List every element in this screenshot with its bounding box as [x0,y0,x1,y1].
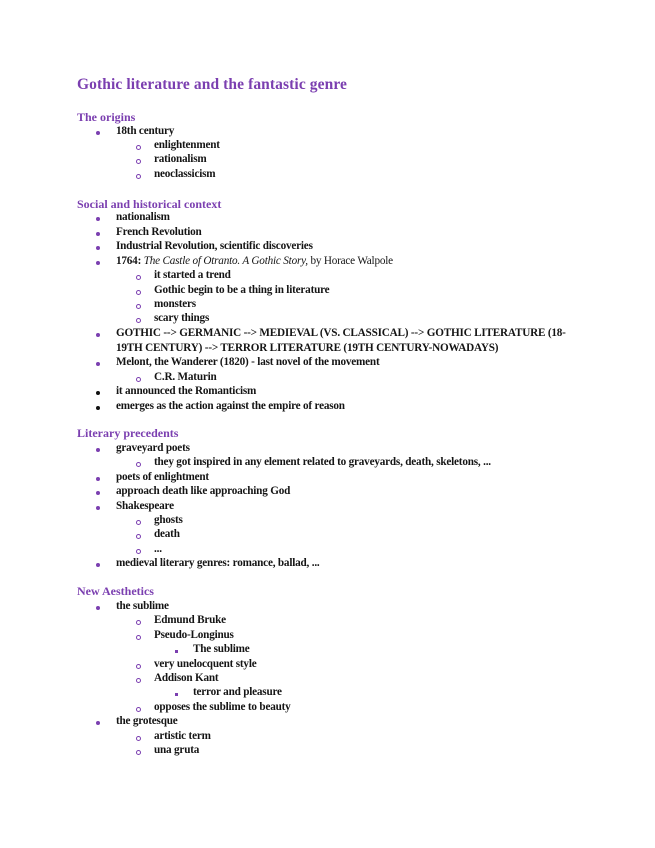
list-item-etymology: GOTHIC --> GERMANIC --> MEDIEVAL (VS. CLASSICAL) --> GOTHIC LITERATURE (18-19TH CENTURY) --> TERROR LITERATURE (19TH CENTURY-NOWADAYS) [116,327,566,354]
bullet-icon [96,506,100,510]
list-item: 18th century [116,125,175,137]
list-item: the sublime [116,600,169,612]
list-item: artistic term [154,730,211,742]
bullet-icon [96,477,100,481]
list-item: it announced the Romanticism [116,385,257,397]
document-title: Gothic literature and the fantastic genre [77,76,347,93]
square-bullet-icon [175,650,178,653]
list-item: graveyard poets [116,442,190,454]
list-item: French Revolution [116,226,202,238]
list-item: neoclassicism [154,168,216,180]
bullet-icon [96,406,100,410]
bullet-icon [96,261,100,265]
section-heading-literary-precedents: Literary precedents [77,426,179,440]
list-item: scary things [154,312,210,324]
bullet-icon [96,391,100,395]
list-item: Gothic begin to be a thing in literature [154,284,330,296]
circle-bullet-icon [136,678,141,683]
bullet-icon [96,217,100,221]
section-heading-new-aesthetics: New Aesthetics [77,584,154,598]
bullet-icon [96,563,100,567]
list-item: death [154,528,180,540]
bullet-icon [96,721,100,725]
list-item: ... [154,543,162,555]
list-item: Industrial Revolution, scientific discoveries [116,240,313,252]
section-heading-social-context: Social and historical context [77,197,222,211]
list-item: very unelocquent style [154,658,257,670]
list-item: it started a trend [154,269,231,281]
section-heading-origins: The origins [77,110,136,124]
circle-bullet-icon [136,174,141,179]
list-item: Shakespeare [116,500,174,512]
circle-bullet-icon [136,145,141,150]
bullet-icon [96,448,100,452]
circle-bullet-icon [136,750,141,755]
circle-bullet-icon [136,159,141,164]
list-item: una gruta [154,744,200,756]
list-item: terror and pleasure [193,686,282,698]
book-title-italic: The Castle of Otranto. A Gothic Story, [143,255,308,267]
list-item: approach death like approaching God [116,485,291,497]
list-item: they got inspired in any element related to graveyards, death, skeletons, ... [154,456,491,468]
list-item: monsters [154,298,196,310]
square-bullet-icon [175,693,178,696]
circle-bullet-icon [136,290,141,295]
list-item: nationalism [116,211,170,223]
circle-bullet-icon [136,318,141,323]
list-item: Addison Kant [154,672,219,684]
list-item: medieval literary genres: romance, ballad, ... [116,557,320,569]
list-item: the grotesque [116,715,178,727]
circle-bullet-icon [136,635,141,640]
circle-bullet-icon [136,664,141,669]
circle-bullet-icon [136,377,141,382]
list-item: C.R. Maturin [154,371,217,383]
circle-bullet-icon [136,462,141,467]
bullet-icon [96,362,100,366]
list-item: Pseudo-Longinus [154,629,234,641]
bullet-icon [96,232,100,236]
year-prefix: 1764: [116,255,144,267]
circle-bullet-icon [136,520,141,525]
list-item: emerges as the action against the empire of reason [116,400,345,412]
bullet-icon [96,246,100,250]
list-item: The sublime [193,643,250,655]
circle-bullet-icon [136,275,141,280]
list-item: Melont, the Wanderer (1820) - last novel of the movement [116,356,380,368]
circle-bullet-icon [136,736,141,741]
bullet-icon [96,606,100,610]
circle-bullet-icon [136,620,141,625]
circle-bullet-icon [136,534,141,539]
list-item: rationalism [154,153,207,165]
list-item: enlightenment [154,139,220,151]
list-item: poets of enlightment [116,471,209,483]
circle-bullet-icon [136,549,141,554]
bullet-icon [96,131,100,135]
bullet-icon [96,491,100,495]
list-item-otranto [116,254,393,269]
list-item: ghosts [154,514,183,526]
list-item: opposes the sublime to beauty [154,701,291,713]
circle-bullet-icon [136,707,141,712]
list-item: Edmund Bruke [154,614,226,626]
author-suffix: by Horace Walpole [307,255,393,267]
bullet-icon [96,333,100,337]
circle-bullet-icon [136,304,141,309]
